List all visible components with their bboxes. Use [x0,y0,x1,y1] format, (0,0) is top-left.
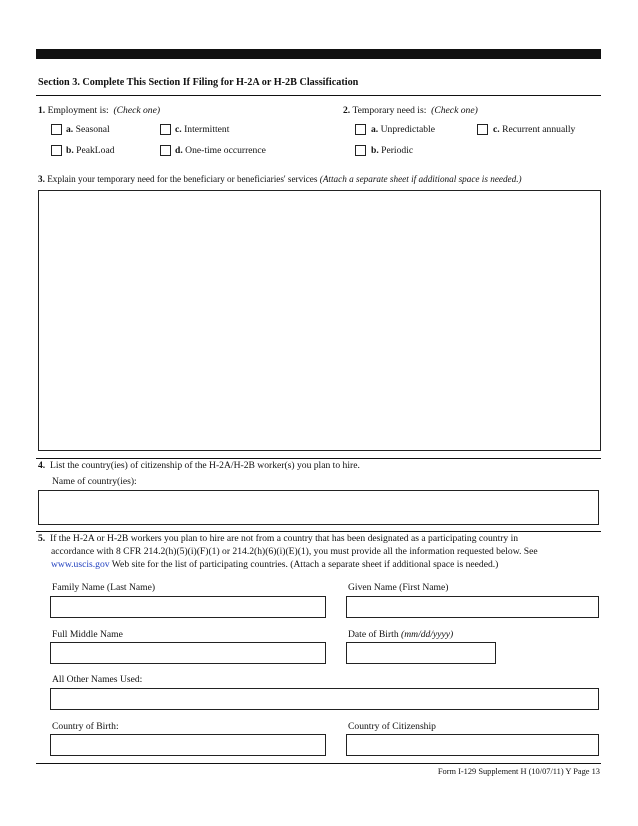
other-names-input[interactable] [50,688,599,710]
q5-divider [36,531,601,532]
country-birth-input[interactable] [50,734,326,756]
q4-heading: 4. List the country(ies) of citizenship of the H-2A/H-2B worker(s) you plan to hire. [38,460,360,471]
q4-divider [36,458,601,459]
other-names-label: All Other Names Used: [52,674,143,685]
option-periodic-label: b. Periodic [371,145,414,156]
option-unpredictable-label: a. Unpredictable [371,124,435,135]
option-one-time-label: d. One-time occurrence [175,145,266,156]
checkbox-periodic[interactable] [355,145,366,156]
footer-rule [36,763,601,764]
q5-line2: accordance with 8 CFR 214.2(h)(5)(i)(F)(1) or 214.2(h)(6)(i)(E)(1), you must provide all the information requested below. See [51,546,538,557]
checkbox-peakload[interactable] [51,145,62,156]
checkbox-seasonal[interactable] [51,124,62,135]
q3-heading: 3. Explain your temporary need for the beneficiary or beneficiaries' services (Attach a separate sheet if additional space is needed.) [38,174,522,184]
option-seasonal-label: a. Seasonal [66,124,110,135]
top-thick-rule [36,49,601,59]
option-peakload-label: b. PeakLoad [66,145,115,156]
checkbox-intermittent[interactable] [160,124,171,135]
uscis-link[interactable]: www.uscis.gov [51,559,110,570]
given-name-input[interactable] [346,596,599,618]
middle-name-label: Full Middle Name [52,629,123,640]
section-title: Section 3. Complete This Section If Filing for H-2A or H-2B Classification [38,77,359,88]
option-intermittent-label: c. Intermittent [175,124,230,135]
checkbox-recurrent[interactable] [477,124,488,135]
q1-heading: 1. Employment is: (Check one) [38,105,161,116]
footer-text: Form I-129 Supplement H (10/07/11) Y Page 13 [437,767,600,776]
dob-label: Date of Birth (mm/dd/yyyy) [348,629,454,640]
country-citizenship-label: Country of Citizenship [348,721,436,732]
q5-line1: 5. If the H-2A or H-2B workers you plan to hire are not from a country that has been designated as a participating country in [38,533,519,544]
middle-name-input[interactable] [50,642,326,664]
dob-input[interactable] [346,642,496,664]
q5-line3: www.uscis.gov Web site for the list of participating countries. (Attach a separate sheet if additional space is needed.) [51,559,499,570]
country-citizenship-input[interactable] [346,734,599,756]
given-name-label: Given Name (First Name) [348,582,449,593]
family-name-label: Family Name (Last Name) [52,582,156,593]
option-recurrent-label: c. Recurrent annually [493,124,576,135]
section-divider [36,95,601,96]
country-names-label: Name of country(ies): [52,476,137,487]
checkbox-unpredictable[interactable] [355,124,366,135]
family-name-input[interactable] [50,596,326,618]
temporary-need-textarea[interactable] [38,190,601,451]
checkbox-one-time[interactable] [160,145,171,156]
country-names-input[interactable] [38,490,599,525]
q2-heading: 2. Temporary need is: (Check one) [343,105,478,116]
country-birth-label: Country of Birth: [52,721,119,732]
